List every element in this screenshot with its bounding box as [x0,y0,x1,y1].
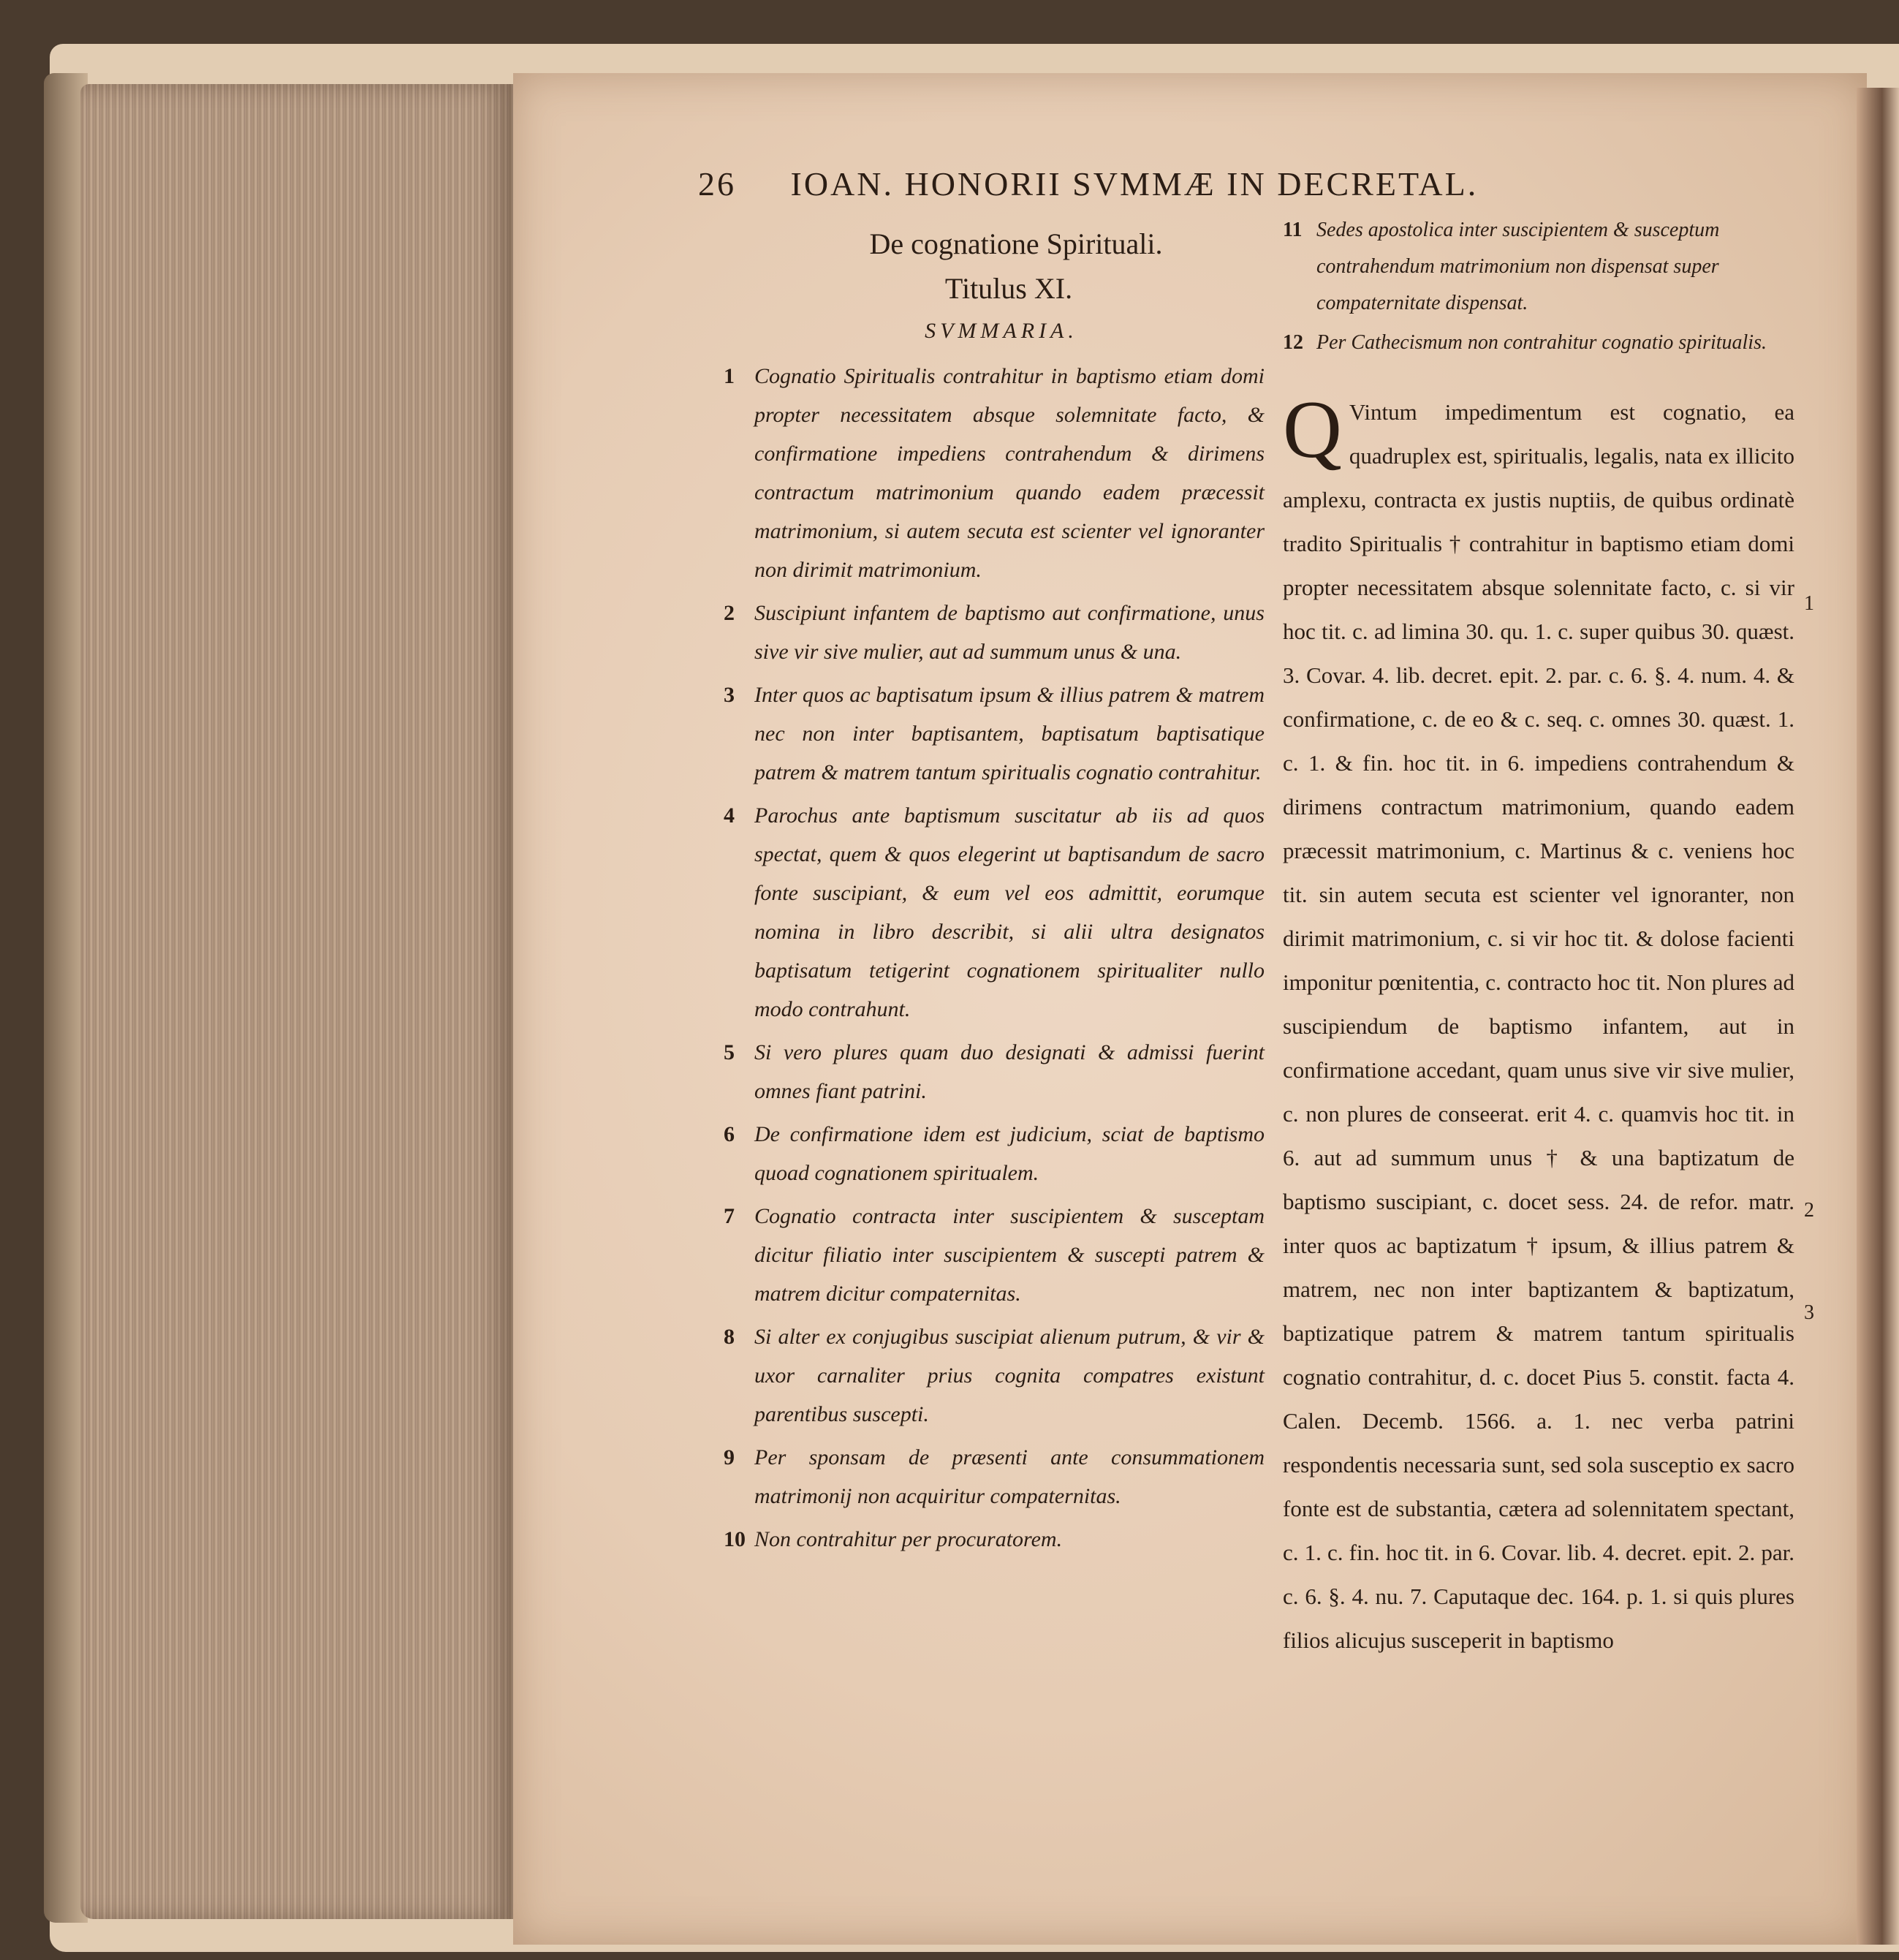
left-column [724,227,1265,1563]
summaria-list-continued [1283,212,1794,361]
summaria-item-text: Cognatio contracta inter suscipientem & susceptam dicitur filiatio inter suscipientem & suscepti patrem & matrem dicitur compaternitas. [754,1204,1265,1306]
summaria-item-text: Inter quos ac baptisatum ipsum & illius patrem & matrem nec non inter baptisantem, baptisatum baptisatique patrem & matrem tantum spiritualis cognatio contrahitur. [754,683,1265,784]
margin-number: 1 [1804,592,1814,615]
page-fore-edge [80,84,513,1919]
summaria-item-text: Per sponsam de præsenti ante consummationem matrimonij non acquiritur compaternitas. [754,1445,1265,1508]
summaria-item-number: 9 [724,1445,735,1469]
right-column [1283,212,1794,1662]
summaria-item [724,676,1265,792]
summaria-item-text: Cognatio Spiritualis contrahitur in baptismo etiam domi propter necessitatem absque solemnitate facto, & confirmatione impediens contrahendum & dirimens contractum matrimonium quando eadem præcessit matrimonium, si autem secuta est scienter vel ignoranter non dirimit matrimonium. [754,364,1265,582]
summaria-item-text: Per Cathecismum non contrahitur cognatio spiritualis. [1316,331,1767,354]
summaria-item [724,1438,1265,1516]
summaria-item-number: 4 [724,803,735,828]
summaria-item-number: 12 [1283,331,1303,354]
body-text [1283,385,1794,1662]
summaria-item [724,1033,1265,1110]
section-title: De cognatione Spirituali. [869,227,1163,260]
summaria-item-number: 5 [724,1040,735,1064]
section-subtitle: Titulus XI. [944,272,1073,305]
summaria-list [724,357,1265,1559]
margin-number: 3 [1804,1301,1814,1324]
summaria-item-number: 1 [724,364,735,388]
summaria-item-text: De confirmatione idem est judicium, sciat de baptismo quoad cognationem spiritualem. [754,1122,1265,1185]
summaria-item-number: 8 [724,1325,735,1349]
running-title: IOAN. HONORII SVMMÆ IN DECRETAL. [790,165,1479,203]
summaria-item [724,796,1265,1029]
summaria-item-number: 7 [724,1204,735,1228]
drop-cap: Q [1283,385,1342,475]
running-head [698,164,1478,203]
margin-number: 2 [1804,1199,1814,1222]
summaria-item-text: Non contrahitur per procuratorem. [754,1527,1063,1551]
summaria-item [724,1197,1265,1313]
summaria-item-number: 6 [724,1122,735,1146]
summaria-item [1283,325,1794,361]
book-gutter [1857,88,1899,1945]
folio-number: 26 [698,165,736,203]
summaria-item [724,594,1265,671]
summaria-item-number: 3 [724,683,735,707]
summaria-item [724,1115,1265,1192]
summaria-item-text: Si alter ex conjugibus suscipiat alienum putrum, & vir & uxor carnaliter prius cognita compatres existunt parentibus suscepti. [754,1325,1265,1426]
summaria-item-number: 2 [724,601,735,625]
summaria-item-text: Suscipiunt infantem de baptismo aut confirmatione, unus sive vir sive mulier, aut ad summum unus & una. [754,601,1265,664]
summaria-item-number: 11 [1283,219,1303,241]
body-paragraph: Vintum impedimentum est cognatio, ea quadruplex est, spiritualis, legalis, nata ex illicito amplexu, contracta ex justis nuptiis, de quibus ordinatè tradito Spiritualis † contrahitur in baptismo etiam domi propter necessitatem absque solennitate facto, c. si vir hoc tit. c. ad limina 30. qu. 1. c. super quibus 30. quæst. 3. Covar. 4. lib. decret. epit. 2. par. c. 6. §. 4. num. 4. & confirmatione, c. de eo & c. seq. c. omnes 30. quæst. 1. c. 1. & fin. hoc tit. in 6. impediens contrahendum & dirimens contractum matrimonium, quando eadem præcessit matrimonium, c. Martinus & c. veniens hoc tit. sin autem secuta est scienter vel ignoranter, non dirimit matrimonium, c. si vir hoc tit. & dolose facienti imponitur pœnitentia, c. contracto hoc tit. Non plures ad suscipiendum de baptismo infantem, aut in confirmatione accedant, quam unus sive vir sive mulier, c. non plures de conseerat. erit 4. c. quamvis hoc tit. in 6. aut ad summum unus † & una baptizatum de baptismo suscipiant, c. docet sess. 24. de refor. matr. inter quos ac baptizatum † ipsum, & illius patrem & matrem, nec non inter baptizantem & baptizatum, baptizatique patrem & matrem tantum spiritualis cognatio contrahitur, d. c. docet Pius 5. constit. facta 4. Calen. Decemb. 1566. a. 1. nec verba patrini respondentis necessaria sunt, sed sola susceptio ex sacro fonte est de substantia, cætera ad solennitatem spectant, c. 1. c. fin. hoc tit. in 6. Covar. lib. 4. decret. epit. 2. par. c. 6. §. 4. nu. 7. Caputaque dec. 164. p. 1. si quis plures filios alicujus susceperit in baptismo [1283,399,1794,1653]
summaria-item-number: 10 [724,1527,746,1551]
summaria-item [724,357,1265,589]
summaria-item-text: Si vero plures quam duo designati & admissi fuerint omnes fiant patrini. [754,1040,1265,1103]
summaria-item [724,1317,1265,1434]
summaria-label: SVMMARIA. [925,319,1078,343]
summaria-item-text: Sedes apostolica inter suscipientem & susceptum contrahendum matrimonium non dispensat super compaternitate dispensat. [1316,219,1720,314]
summaria-item [1283,212,1794,322]
summaria-item [724,1520,1265,1559]
summaria-item-text: Parochus ante baptismum suscitatur ab iis ad quos spectat, quem & quos elegerint ut baptisandum de sacro fonte suscipiant, & eum vel eos admittit, eorumque nomina in libro describit, si alii ultra designatos baptisatum tetigerint cognationem spiritualiter nullo modo contrahunt. [754,803,1265,1021]
